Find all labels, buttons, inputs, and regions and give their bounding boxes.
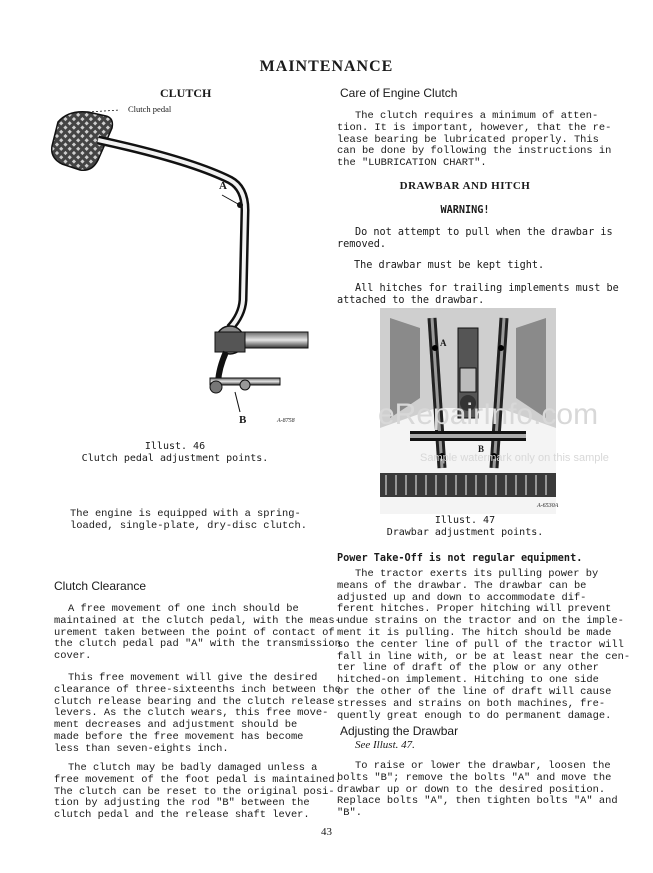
text-line: A free movement of one inch should be (68, 603, 299, 615)
text-line: ter line of draft of the plow or any other (337, 662, 599, 675)
text-line: tion by adjusting the rod "B" between the (54, 797, 310, 810)
text-line: the "LUBRICATION CHART". (337, 157, 487, 170)
warning-text (337, 227, 613, 251)
text-line: clutch pedal and the release shaft lever. (54, 809, 310, 822)
clutch-heading: CLUTCH (160, 86, 212, 100)
text-line: urement taken between the point of contact of (54, 626, 335, 639)
drawbar-body (337, 569, 630, 722)
text-line: loaded, single-plate, dry-disc clutch. (70, 519, 307, 532)
warning-label: WARNING! (440, 205, 490, 216)
care-heading: Care of Engine Clutch (340, 86, 458, 100)
text-line: less than seven-eights inch. (54, 742, 229, 755)
label-b: B (239, 414, 247, 426)
text-line: To raise or lower the drawbar, loosen the (355, 760, 611, 772)
text-line: "B". (337, 807, 362, 820)
clutch-intro (70, 509, 307, 533)
illust-47-caption: Drawbar adjustment points. (386, 527, 544, 538)
text-line: the clutch pedal pad "A" with the transmission (54, 638, 341, 651)
drawbar-heading: DRAWBAR AND HITCH (399, 180, 531, 192)
text-line: tion. It is important, however, that the re- (337, 121, 612, 134)
text-line: ment it is pulling. The hitch should be made (337, 626, 612, 639)
text-line: clutch release bearing and the clutch release (54, 695, 335, 708)
clearance-para-2 (54, 673, 341, 756)
text-line: The clutch may be badly damaged unless a (68, 762, 318, 774)
text-line: All hitches for trailing implements must be (355, 283, 619, 294)
drawbar-label-b: B (478, 444, 485, 454)
text-line: ment decreases and adjustment should be (54, 719, 298, 732)
text-line: The clutch requires a minimum of atten- (355, 110, 599, 122)
text-line: maintained at the clutch pedal, with the meas- (54, 614, 341, 627)
text-line: stresses and strains on both machines, fre- (337, 697, 606, 710)
text-line: quently great enough to do permanent damage. (337, 709, 612, 722)
text-line: drawbar up or down to the desired position. (337, 783, 606, 796)
text-line: fall in line with, or be at least near the cen- (337, 650, 631, 663)
clearance-para-3 (54, 763, 341, 822)
text-line: Do not attempt to pull when the drawbar is (355, 227, 613, 238)
page-number: 43 (321, 826, 332, 838)
drawbar-tight-text: The drawbar must be kept tight. (354, 260, 545, 271)
care-para (337, 111, 611, 170)
text-line: hitched-on implement. Hitching to one side (337, 674, 599, 687)
text-line: adjusted up and down to accommodate dif- (337, 591, 587, 604)
hitches-text (337, 283, 619, 307)
text-line: lease bearing be lubricated properly. This (337, 133, 599, 146)
illust-46-number: Illust. 46 (144, 441, 206, 452)
pto-note: Power Take-Off is not regular equipment. (337, 553, 583, 564)
text-line: removed. (337, 239, 387, 250)
text-line: This free movement will give the desired (68, 672, 318, 684)
clutch-pedal-callout: Clutch pedal (128, 104, 172, 114)
label-a: A (219, 180, 227, 192)
text-line: cover. (54, 650, 92, 663)
text-line: means of the drawbar. The drawbar can be (337, 579, 587, 592)
watermark-main: eRepairInfo.com (378, 398, 599, 431)
text-line: made before the free movement has become (54, 730, 304, 743)
text-line: attached to the drawbar. (337, 295, 485, 306)
illust-46-caption: Clutch pedal adjustment points. (81, 453, 269, 464)
text-line: The tractor exerts its pulling power by (355, 568, 599, 580)
clearance-para-1 (54, 604, 341, 663)
text-line: The clutch can be reset to the original posi- (54, 785, 335, 798)
page-title: MAINTENANCE (259, 58, 394, 75)
text-line: The engine is equipped with a spring- (70, 508, 301, 520)
illust-47-number: Illust. 47 (434, 515, 496, 526)
watermark-sub: Sample watermark only on this sample (420, 452, 609, 464)
text-line: undue strains on the tractor and on the imple- (337, 615, 624, 628)
adjusting-para (337, 761, 618, 820)
see-illust-47: See Illust. 47. (355, 739, 415, 751)
text-line: ferent hitches. Proper hitching will prevent (337, 603, 612, 616)
text-line: bolts "B"; remove the bolts "A" and move the (337, 771, 612, 784)
text-line: levers. As the clutch wears, this free move- (54, 707, 329, 720)
clutch-pedal-illustration (40, 100, 310, 430)
text-line: can be done by following the instructions in (337, 145, 612, 158)
adjusting-heading: Adjusting the Drawbar (340, 724, 459, 738)
text-line: clearance of three-sixteenths inch between the (54, 683, 341, 696)
drawbar-label-a: A (440, 338, 447, 348)
text-line: so the center line of pull of the tractor will (337, 638, 624, 651)
text-line: Replace bolts "A", then tighten bolts "A" and (337, 795, 618, 808)
figure-code: A-8758 (277, 418, 295, 424)
text-line: or the other of the line of draft will cause (337, 685, 612, 698)
drawbar-figure-code: A-6530A (537, 503, 559, 509)
text-line: free movement of the foot pedal is maintained. (54, 773, 341, 786)
clutch-clearance-heading: Clutch Clearance (54, 579, 147, 593)
